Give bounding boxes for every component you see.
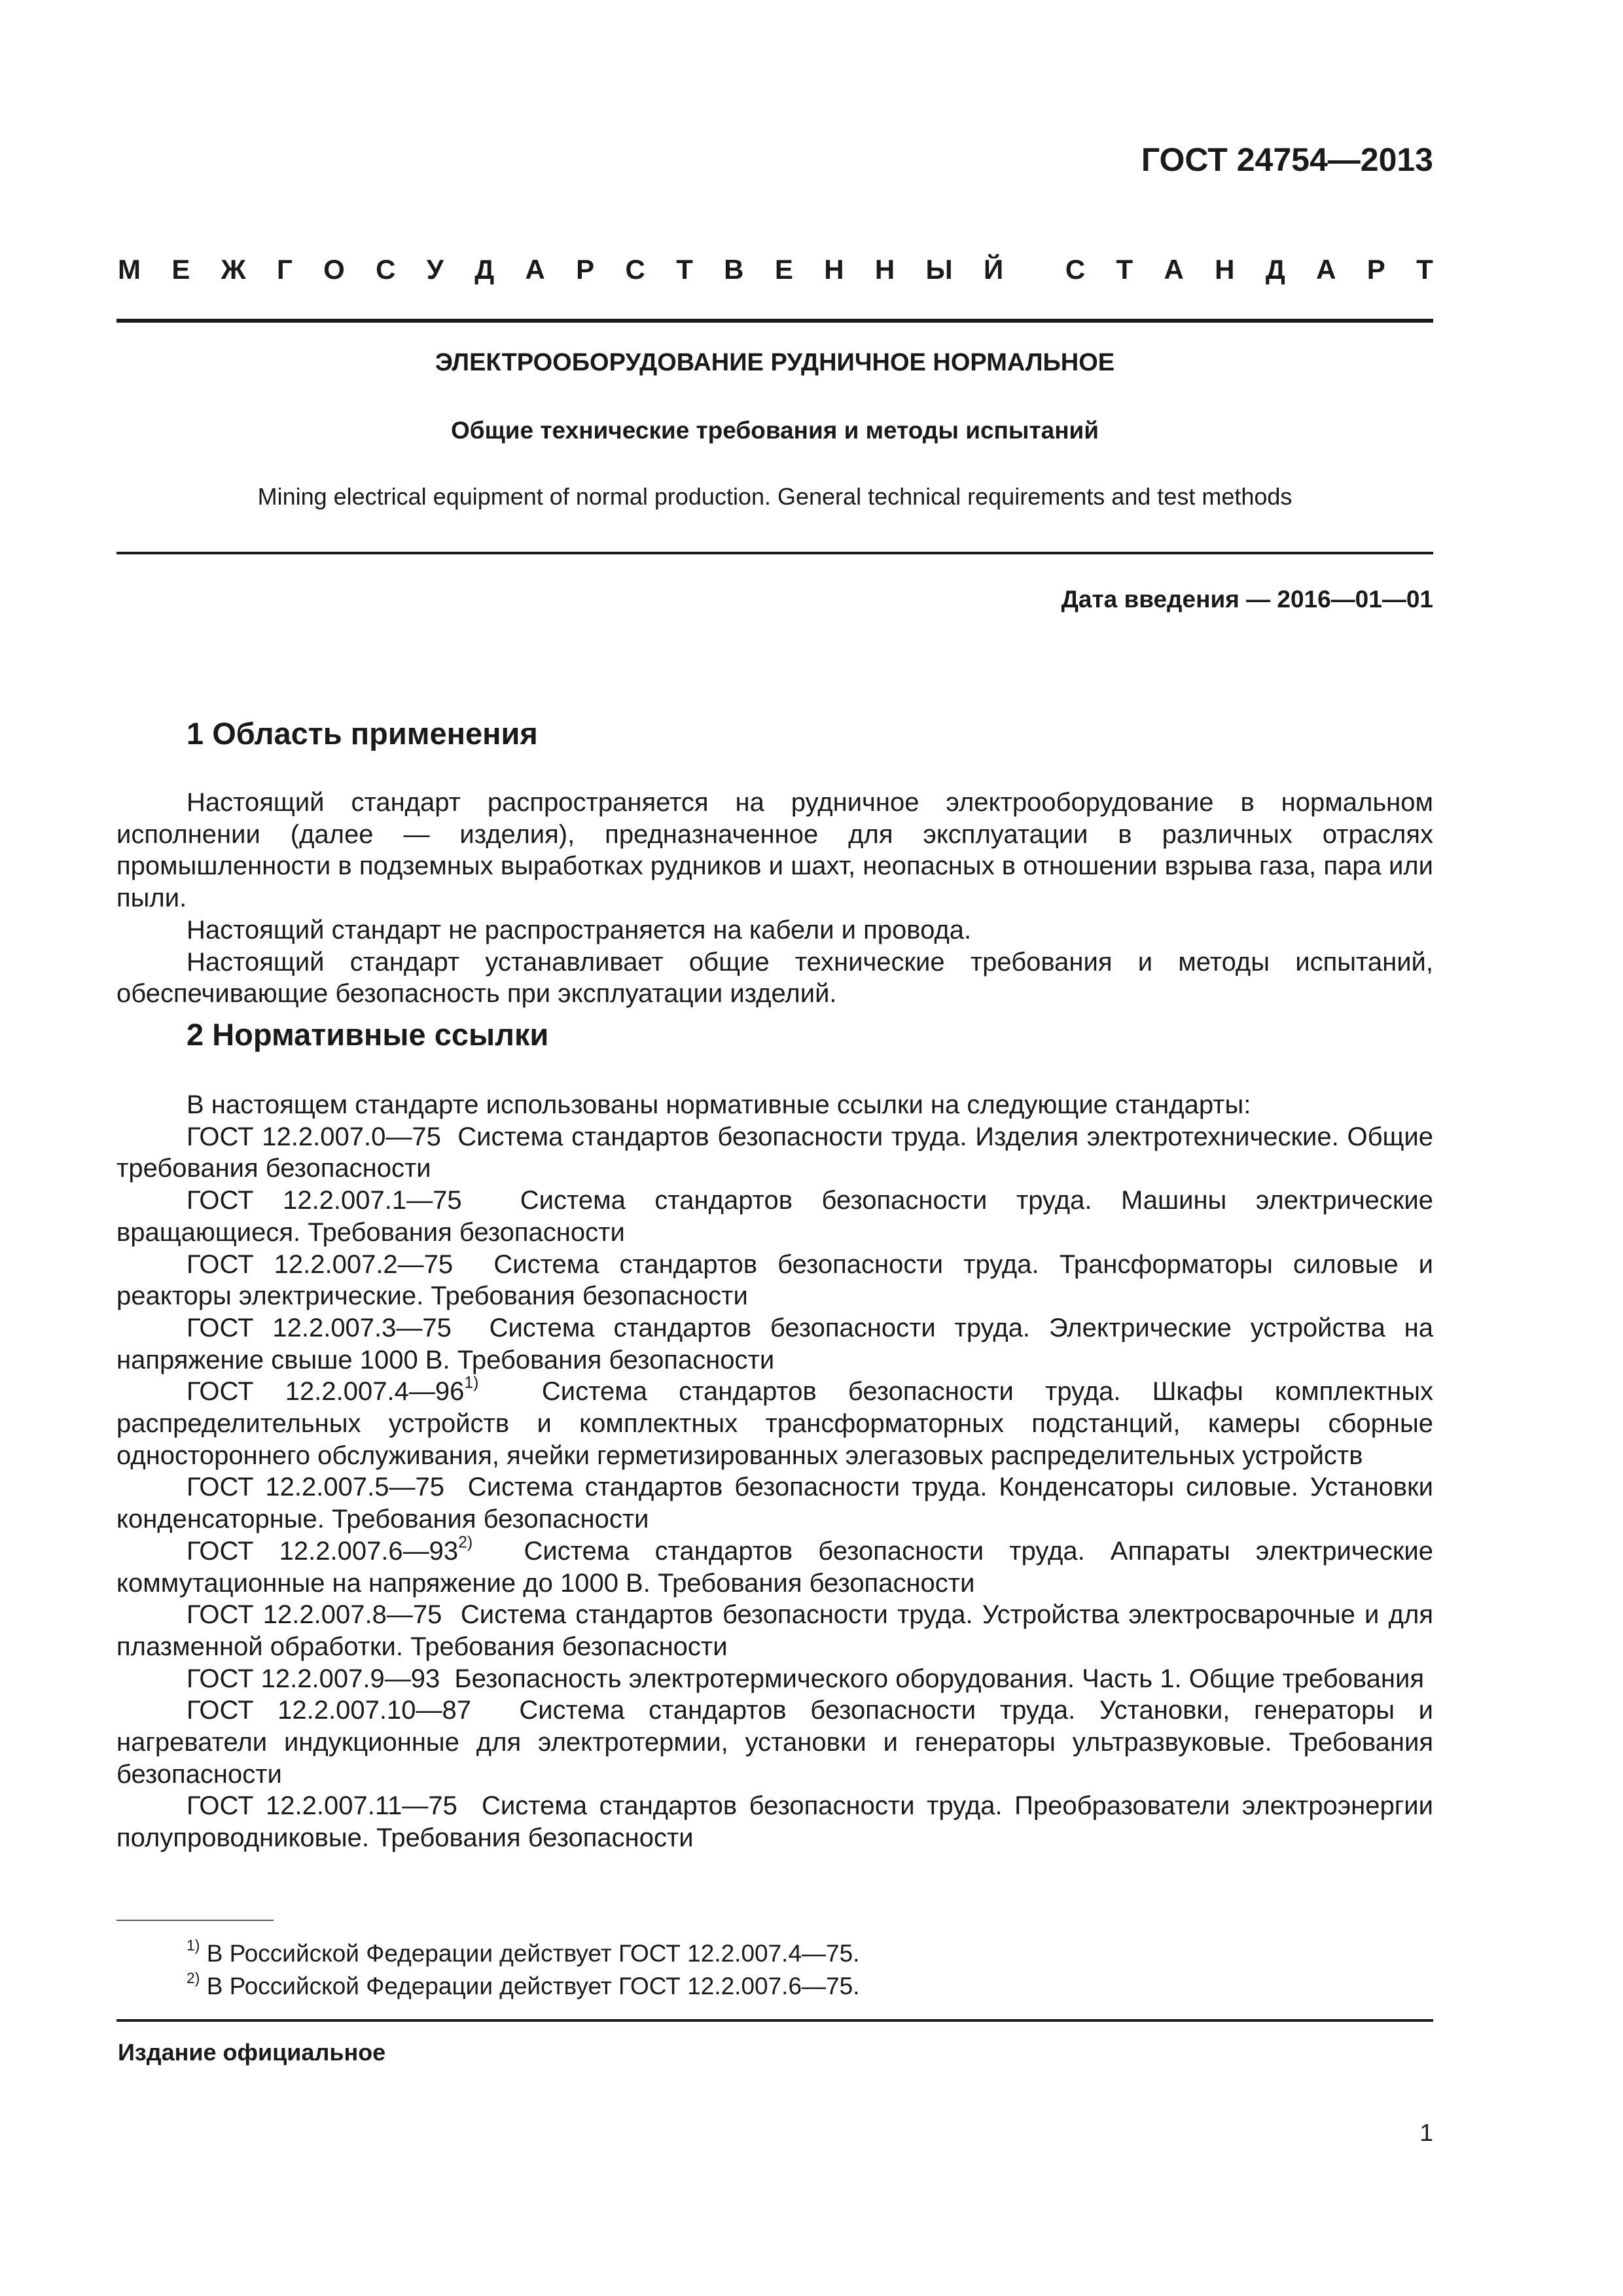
standard-type-letter: Г	[276, 254, 293, 285]
reference-item	[116, 1249, 1433, 1312]
reference-code: ГОСТ 12.2.007.9—93	[187, 1664, 440, 1693]
paragraph: Настоящий стандарт не распространяется на кабели и провода.	[187, 915, 972, 944]
section-2-heading: 2 Нормативные ссылки	[187, 1017, 549, 1052]
reference-list	[116, 1121, 1433, 1854]
introduction-date: Дата введения — 2016—01—01	[1061, 586, 1433, 613]
reference-item	[116, 1663, 1433, 1695]
standard-type-letter: Д	[474, 254, 495, 285]
reference-item	[116, 1790, 1433, 1854]
reference-item	[116, 1185, 1433, 1248]
standard-type-letter: А	[1316, 254, 1336, 285]
reference-title: Система стандартов безопасности труда. Устройства электросварочные и для плазменной обработки. Требования безопасности	[116, 1600, 1433, 1661]
document-title: ЭЛЕКТРООБОРУДОВАНИЕ РУДНИЧНОЕ НОРМАЛЬНОЕ	[435, 349, 1115, 376]
standard-type-letter: Н	[1215, 254, 1235, 285]
paragraph: В настоящем стандарте использованы нормативные ссылки на следующие стандарты:	[187, 1090, 1251, 1119]
reference-code: ГОСТ 12.2.007.3—75	[187, 1313, 452, 1342]
official-edition-label: Издание официальное	[118, 2039, 386, 2066]
reference-title: Система стандартов безопасности труда. Конденсаторы силовые. Установки конденсаторные. Требования безопасности	[116, 1473, 1433, 1534]
standard-type-letter: О	[323, 254, 345, 285]
reference-item	[116, 1376, 1433, 1471]
reference-title: Система стандартов безопасности труда. Установки, генераторы и нагреватели индукционные для электротермии, установки и генераторы ультразвуковые. Требования безопасности	[116, 1696, 1434, 1789]
reference-code: ГОСТ 12.2.007.2—75	[187, 1249, 454, 1279]
standard-type-letter: М	[118, 254, 141, 285]
paragraph: Настоящий стандарт устанавливает общие технические требования и методы испытаний, обеспечивающие безопасность при эксплуатации изделий.	[116, 947, 1433, 1009]
reference-title: Система стандартов безопасности труда. Аппараты электрические коммутационные на напряжение до 1000 В. Требования безопасности	[116, 1536, 1433, 1598]
reference-item	[116, 1471, 1433, 1535]
english-title: Mining electrical equipment of normal production. General technical requirements and test methods	[257, 483, 1293, 510]
standard-type-letter: Н	[874, 254, 895, 285]
reference-code: ГОСТ 12.2.007.6—93	[187, 1536, 459, 1566]
reference-code: ГОСТ 12.2.007.5—75	[187, 1473, 444, 1502]
reference-item	[116, 1599, 1433, 1662]
reference-title: Система стандартов безопасности труда. Трансформаторы силовые и реакторы электрические. Требования безопасности	[116, 1249, 1434, 1311]
reference-code: ГОСТ 12.2.007.4—96	[187, 1377, 465, 1407]
standard-type-letter: Й	[983, 254, 1004, 285]
footnote	[187, 1970, 859, 2003]
header-divider	[116, 319, 1433, 323]
reference-code: ГОСТ 12.2.007.8—75	[187, 1600, 442, 1630]
reference-title: Система стандартов безопасности труда. Преобразователи электроэнергии полупроводниковые. Требования безопасности	[116, 1791, 1433, 1853]
reference-title: Система стандартов безопасности труда. Изделия электротехнические. Общие требования безопасности	[116, 1122, 1433, 1183]
standard-type-letter: Д	[1265, 254, 1285, 285]
standard-type-letter: С	[376, 254, 396, 285]
footnote-divider	[116, 1920, 274, 1921]
section-1-body	[116, 787, 1433, 1010]
standard-type-label	[118, 254, 1433, 285]
footnote-text: В Российской Федерации действует ГОСТ 12.2.007.6—75.	[206, 1973, 860, 2000]
reference-title: Система стандартов безопасности труда. Шкафы комплектных распределительных устройств и комплектных трансформаторных подстанций, камеры сборные одностороннего обслуживания, ячейки герметизированных элегазовых распределительных устройств	[116, 1377, 1433, 1470]
footnote-mark: 2)	[458, 1534, 473, 1552]
standard-type-letter: Т	[676, 254, 693, 285]
footnote-mark: 2)	[187, 1969, 200, 1986]
reference-title: Система стандартов безопасности труда. Электрические устройства на напряжение свыше 1000 В. Требования безопасности	[116, 1313, 1433, 1374]
title-divider	[116, 552, 1433, 554]
reference-code: ГОСТ 12.2.007.1—75	[187, 1186, 462, 1215]
page-number: 1	[1419, 2119, 1433, 2146]
standard-type-letter: У	[426, 254, 444, 285]
standard-type-letter: Ы	[925, 254, 953, 285]
footnote	[187, 1937, 859, 1970]
footnote-mark: 1)	[464, 1374, 479, 1392]
reference-code: ГОСТ 12.2.007.0—75	[187, 1122, 441, 1151]
section-1-heading: 1 Область применения	[187, 716, 538, 751]
standard-type-letter: С	[1065, 254, 1086, 285]
reference-item	[116, 1121, 1433, 1185]
standard-type-letter: А	[1164, 254, 1184, 285]
reference-code: ГОСТ 12.2.007.11—75	[187, 1791, 457, 1821]
reference-item	[116, 1312, 1433, 1376]
standard-type-letter: Е	[171, 254, 190, 285]
standard-type-letter: Т	[1116, 254, 1133, 285]
footnote-text: В Российской Федерации действует ГОСТ 12.2.007.4—75.	[206, 1940, 860, 1967]
standard-type-letter: Ж	[221, 254, 246, 285]
reference-title: Безопасность электротермического оборудования. Часть 1. Общие требования	[454, 1664, 1425, 1693]
standard-type-letter: В	[724, 254, 744, 285]
document-subtitle: Общие технические требования и методы испытаний	[450, 417, 1099, 444]
reference-item	[116, 1695, 1433, 1790]
footnote-mark: 1)	[187, 1936, 200, 1954]
paragraph: Настоящий стандарт распространяется на рудничное электрооборудование в нормальном исполнении (далее — изделия), предназначенное для эксплуатации в различных отраслях промышленности в подземных выработках рудников и шахт, неопасных в отношении взрыва газа, пара или пыли.	[116, 788, 1433, 913]
section-2-body	[116, 1089, 1433, 1854]
standard-type-letter: С	[625, 254, 645, 285]
standard-type-letter: А	[525, 254, 545, 285]
reference-code: ГОСТ 12.2.007.10—87	[187, 1696, 471, 1725]
reference-title: Система стандартов безопасности труда. Машины электрические вращающиеся. Требования безопасности	[116, 1186, 1433, 1247]
standard-type-letter: Р	[1366, 254, 1385, 285]
footer-divider	[116, 2019, 1433, 2022]
standard-type-letter: Е	[774, 254, 793, 285]
standard-type-letter: Н	[824, 254, 844, 285]
standard-number: ГОСТ 24754—2013	[1141, 141, 1433, 178]
standard-type-letter: Т	[1416, 254, 1433, 285]
reference-item	[116, 1535, 1433, 1599]
footnotes	[187, 1937, 859, 2003]
standard-type-letter: Р	[576, 254, 595, 285]
